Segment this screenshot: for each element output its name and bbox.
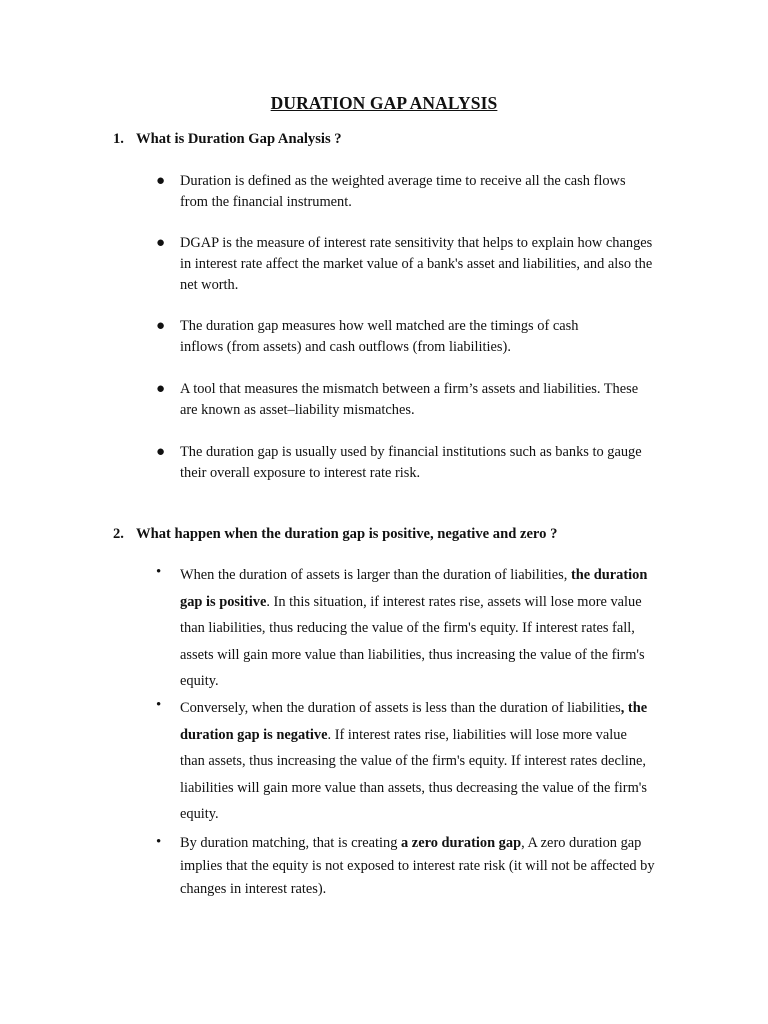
- text-line: net worth.: [180, 277, 239, 293]
- section-1-bullet-2: [180, 233, 700, 296]
- bullet-icon: •: [156, 834, 162, 850]
- text-line: liabilities will gain more value than assets, thus decreasing the value of the firm's: [180, 779, 647, 796]
- bullet-icon: ●: [156, 381, 166, 397]
- text-line: Duration is defined as the weighted average time to receive all the cash flows: [180, 173, 626, 189]
- text-line: equity.: [180, 673, 219, 690]
- emphasis: the duration: [570, 567, 648, 583]
- text-line: gap is positive. In this situation, if interest rates rise, assets will lose more value: [180, 593, 642, 610]
- text-line: The duration gap is usually used by financial institutions such as banks to gauge: [180, 444, 642, 460]
- bullet-icon: •: [156, 697, 162, 713]
- text-line: Conversely, when the duration of assets is less than the duration of liabilities, the: [180, 700, 648, 716]
- text-line: A tool that measures the mismatch between a firm’s assets and liabilities. These: [180, 381, 639, 397]
- text-line: changes in interest rates).: [180, 881, 327, 897]
- text-line: duration gap is negative. If interest rates rise, liabilities will lose more value: [180, 726, 627, 743]
- bullet-icon: ●: [156, 235, 166, 251]
- text-line: The duration gap measures how well matched are the timings of cash: [180, 318, 579, 334]
- section-1-bullet-3: [180, 316, 700, 358]
- text-line: than liabilities, thus reducing the value of the firm's equity. If interest rates fall,: [180, 620, 635, 637]
- text-line: DGAP is the measure of interest rate sensitivity that helps to explain how changes: [180, 235, 653, 251]
- section-1-heading-text: What is Duration Gap Analysis ?: [136, 131, 342, 147]
- section-2-number: 2.: [113, 526, 124, 542]
- emphasis: a zero duration gap: [401, 835, 522, 851]
- section-2-heading-text: What happen when the duration gap is positive, negative and zero ?: [136, 526, 558, 542]
- bullet-icon: •: [156, 564, 162, 580]
- section-1-number: 1.: [113, 131, 124, 147]
- emphasis: , the: [620, 700, 648, 716]
- section-1-bullet-1: [180, 171, 700, 213]
- text-line: When the duration of assets is larger than the duration of liabilities, the duration: [180, 567, 648, 583]
- section-1-heading: [113, 131, 342, 148]
- emphasis: duration gap is negative: [180, 726, 328, 743]
- text-line: assets will gain more value than liabilities, thus increasing the value of the firm's: [180, 646, 645, 663]
- text-line: inflows (from assets) and cash outflows (from liabilities).: [180, 339, 511, 355]
- text-line: By duration matching, that is creating a zero duration gap, A zero duration gap: [180, 835, 642, 851]
- emphasis: gap is positive: [180, 593, 267, 610]
- section-2-bullet-2: [180, 695, 700, 828]
- text-line: implies that the equity is not exposed to interest rate risk (it will not be affected by: [180, 858, 655, 874]
- text-line: from the financial instrument.: [180, 194, 352, 210]
- text-line: than assets, thus increasing the value of the firm's equity. If interest rates decline,: [180, 753, 647, 770]
- bullet-icon: ●: [156, 318, 166, 334]
- bullet-icon: ●: [156, 173, 166, 189]
- text-line: their overall exposure to interest rate risk.: [180, 465, 421, 481]
- text-line: in interest rate affect the market value of a bank's asset and liabilities, and also the: [180, 256, 653, 272]
- bullet-icon: ●: [156, 444, 166, 460]
- section-2-heading: [113, 526, 557, 543]
- document-title: DURATION GAP ANALYSIS: [270, 93, 498, 113]
- text-line: are known as asset–liability mismatches.: [180, 402, 415, 418]
- section-2-bullet-3: [180, 832, 700, 901]
- section-1-bullet-5: [180, 442, 700, 484]
- section-2-bullet-1: [180, 562, 700, 695]
- section-1-bullet-4: [180, 379, 700, 421]
- text-line: equity.: [180, 806, 219, 823]
